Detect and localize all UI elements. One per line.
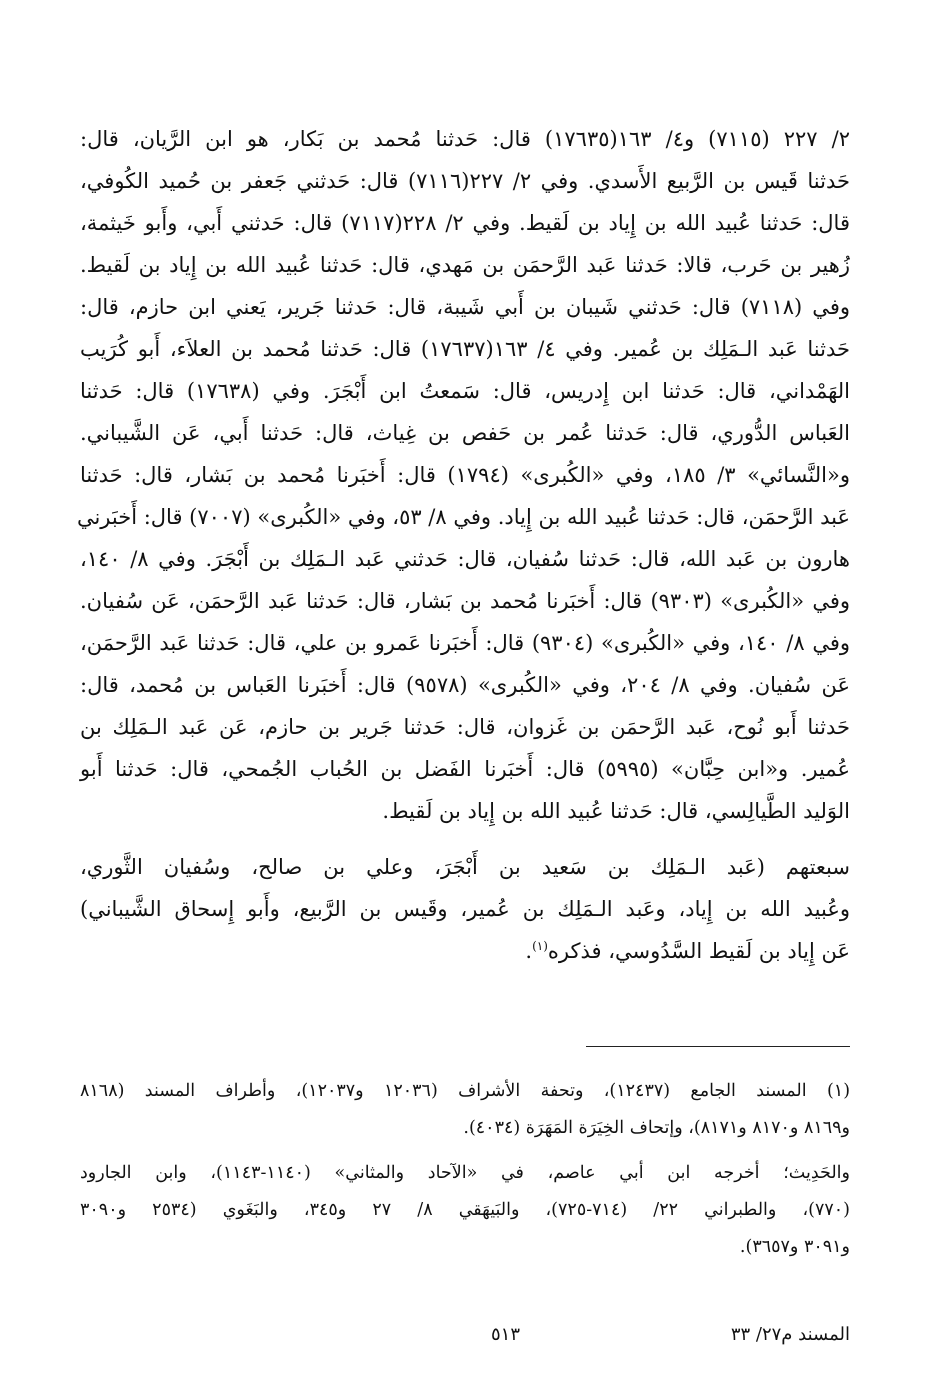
footnote-line: (١) المسند الجامع (١٢٤٣٧)، وتحفة الأشراف (١٢٠٣٦ و١٢٠٣٧)، وأطراف المسند (٨١٦٨ bbox=[80, 1081, 851, 1101]
footnote-reference[interactable]: (١) bbox=[532, 939, 548, 953]
main-paragraph-2 bbox=[80, 846, 850, 972]
text-line: حَدثنا أَبو نُوح، عَبد الرَّحمَن بن غَزوان، قال: حَدثنا جَرير بن حازم، عَن عَبد الـمَلِك بن bbox=[80, 715, 850, 739]
footnote-line: (٧٧٠)، والطبراني ٢٢/ (٧١٤-٧٢٥)، والبَيهَقي ٨/ ٢٧ و٣٤٥، والبَغَوي (٢٥٣٤ و٣٠٩٠ bbox=[80, 1200, 850, 1220]
text-line: الهَمْداني، قال: حَدثنا ابن إِدريس، قال: سَمعتُ ابن أَبْجَرَ. وفي (١٧٦٣٨) قال: حَدثنا bbox=[80, 379, 850, 403]
footnote-divider bbox=[586, 1046, 850, 1047]
footnote-gap bbox=[80, 1147, 850, 1155]
footnote-2 bbox=[80, 1155, 850, 1266]
main-text bbox=[76, 118, 851, 972]
text-line: زُهير بن حَرب، قالا: حَدثنا عَبد الرَّحمَن بن مَهدي، قال: حَدثنا عُبيد الله بن إِياد بن لَقيط. bbox=[80, 253, 850, 277]
footnote-line: والحَدِيث؛ أخرجه ابن أبي عاصم، في «الآحاد والمثاني» (١١٤٠-١١٤٣)، وابن الجارود bbox=[80, 1163, 850, 1183]
text-line: و«النَّسائي» ٣/ ١٨٥، وفي «الكُبرى» (١٧٩٤) قال: أَخبَرنا مُحمد بن بَشار، قال: حَدثنا bbox=[80, 463, 850, 487]
text-line: الوَليد الطَّيالِسي، قال: حَدثنا عُبيد الله بن إِياد بن لَقيط. bbox=[382, 799, 850, 823]
text-line: العَباس الدُّوري، قال: حَدثنا عُمر بن حَفص بن غِياث، قال: حَدثنا أَبي، عَن الشَّيباني. bbox=[80, 421, 850, 445]
text-line-content: عَن إِياد بن لَقيط السَّدُوسي، فذكره bbox=[547, 939, 850, 963]
page-footer bbox=[80, 1320, 850, 1350]
footnotes bbox=[80, 1073, 850, 1266]
text-line: ٢/ ٢٢٧ (٧١١٥) و٤/ ١٦٣(١٧٦٣٥) قال: حَدثنا مُحمد بن بَكار، هو ابن الرَّيان، قال: bbox=[80, 127, 850, 151]
text-line: قال: حَدثنا عُبيد الله بن إِياد بن لَقيط. وفي ٢/ ٢٢٨(٧١١٧) قال: حَدثني أَبي، وأَبو خَيثمة، bbox=[80, 211, 850, 235]
text-line: حَدثنا عَبد الـمَلِك بن عُمير. وفي ٤/ ١٦٣(١٧٦٣٧) قال: حَدثنا مُحمد بن العلاَء، أَبو كُرَيب bbox=[80, 337, 850, 361]
text-line: وفي ٨/ ١٤٠، وفي «الكُبرى» (٩٣٠٤) قال: أَخبَرنا عَمرو بن علي، قال: حَدثنا عَبد الرَّحمَن، bbox=[80, 631, 851, 655]
text-line: هارون بن عَبد الله، قال: حَدثنا سُفيان، قال: حَدثني عَبد الـمَلِك بن أَبْجَرَ. وفي ٨/ ١٤٠، bbox=[80, 547, 850, 571]
text-line: عَبد الرَّحمَن، قال: حَدثنا عُبيد الله بن إِياد. وفي ٨/ ٥٣، وفي «الكُبرى» (٧٠٠٧) قال: أَخبَرني bbox=[76, 505, 850, 529]
text-line: عَن سُفيان. وفي ٨/ ٢٠٤، وفي «الكُبرى» (٩٥٧٨) قال: أَخبَرنا العَباس بن مُحمد، قال: bbox=[80, 673, 850, 697]
text-line: وعُبيد الله بن إِياد، وعَبد الـمَلِك بن عُمير، وقَيس بن الرَّبيع، وأَبو إِسحاق الشَّيباني) bbox=[80, 897, 850, 921]
sentence-end: . bbox=[525, 939, 533, 963]
paragraph-gap bbox=[80, 832, 850, 846]
text-line: حَدثنا قَيس بن الرَّبيع الأَسدي. وفي ٢/ ٢٢٧(٧١١٦) قال: حَدثني جَعفر بن حُميد الكُوفي، bbox=[80, 169, 850, 193]
volume-marker: المسند م٢٧/ ٣٣ bbox=[730, 1324, 850, 1345]
footnote-line: و٣٠٩١ و٣٦٥٧). bbox=[739, 1237, 850, 1257]
text-line: سبعتهم (عَبد الـمَلِك بن سَعيد بن أَبْجَرَ، وعلي بن صالح، وسُفيان الثَّوري، bbox=[80, 855, 850, 879]
text-line: عُمير. و«ابن حِبَّان» (٥٩٩٥) قال: أَخبَرنا الفَضل بن الحُباب الجُمحي، قال: حَدثنا أَبو bbox=[80, 757, 850, 781]
page-number: ٥١٣ bbox=[490, 1324, 520, 1345]
text-line: وفي «الكُبرى» (٩٣٠٣) قال: أَخبَرنا مُحمد بن بَشار، قال: حَدثنا عَبد الرَّحمَن، عَن سُفيان. bbox=[80, 589, 850, 613]
footnote-1 bbox=[80, 1073, 850, 1147]
footnote-line: و٨١٦٩ و٨١٧٠ و٨١٧١)، وإتحاف الخِيَرَة المَهَرَة (٤٠٣٤). bbox=[463, 1118, 850, 1138]
text-line: وفي (٧١١٨) قال: حَدثني شَيبان بن أَبي شَيبة، قال: حَدثنا جَرير، يَعني ابن حازم، قال: bbox=[80, 295, 850, 319]
text-line bbox=[80, 930, 850, 972]
main-paragraph-1 bbox=[76, 118, 851, 832]
